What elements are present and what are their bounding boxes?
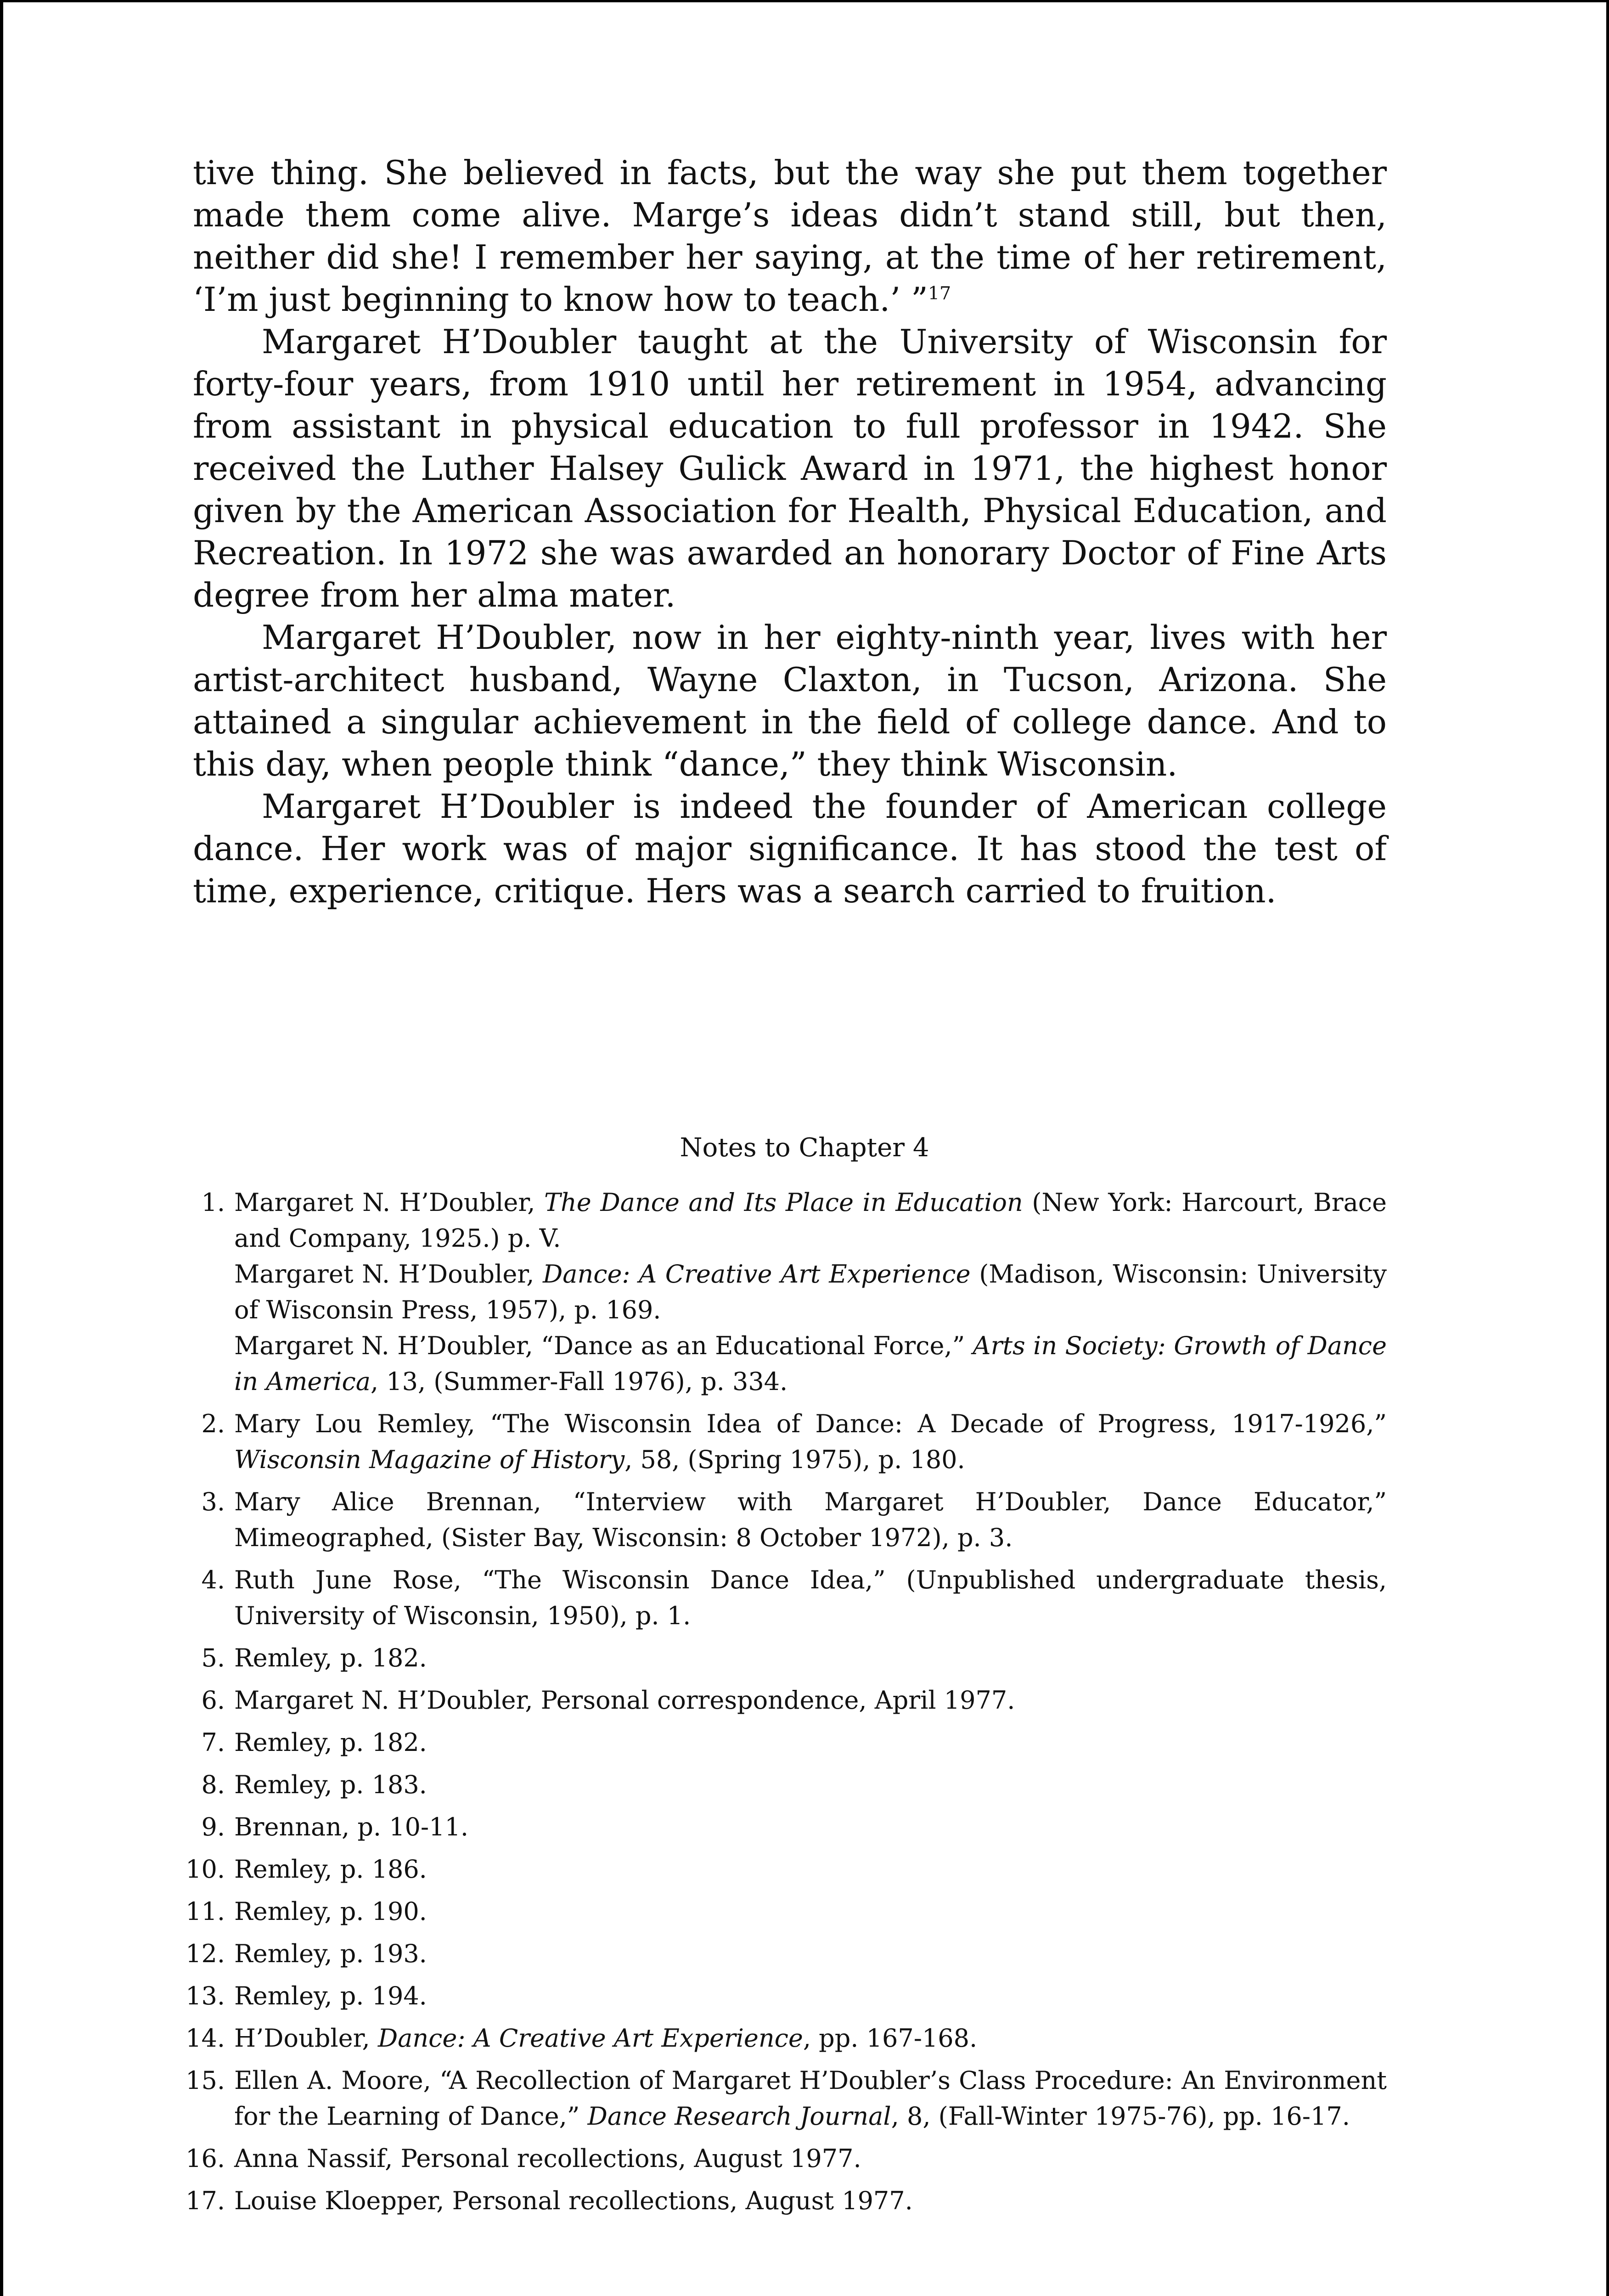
note-text: Anna Nassif, Personal recollections, August 1977.	[234, 2144, 861, 2173]
note-4	[179, 1562, 1387, 1634]
note-number: 15.	[186, 2066, 225, 2095]
paragraph-3: Margaret H’Doubler, now in her eighty-ninth year, lives with her artist-architect husband, Wayne Claxton, in Tucson, Arizona. She attained a singular achievement in the field of college dance. And to this day, when people think “dance,” they think Wisconsin.	[193, 618, 1387, 783]
footnote-ref-17: 17	[928, 283, 951, 304]
note-1-citation-b: Margaret N. H’Doubler, Dance: A Creative Art Experience (Madison, Wisconsin: University of Wisconsin Press, 1957), p. 169.	[234, 1260, 1387, 1324]
note-number: 6.	[201, 1686, 225, 1715]
note-2: 2. Mary Lou Remley, “The Wisconsin Idea of Dance: A Decade of Progress, 1917-1926,” Wisconsin Magazine of History, 58, (Spring 1975), p. 180.	[179, 1406, 1387, 1478]
scan-edge-top	[0, 0, 1609, 2]
note-5	[179, 1640, 1387, 1676]
note-text: Remley, p. 182.	[234, 1643, 427, 1672]
note-number: 10.	[186, 1855, 225, 1884]
note-1-citation-c: Margaret N. H’Doubler, “Dance as an Educational Force,” Arts in Society: Growth of Dance in America, 13, (Summer-Fall 1976), p. 334.	[234, 1331, 1387, 1396]
note-text: Remley, p. 182.	[234, 1728, 427, 1757]
note-number: 3.	[201, 1487, 225, 1516]
note-text: Ruth June Rose, “The Wisconsin Dance Idea,” (Unpublished undergraduate thesis, University of Wisconsin, 1950), p. 1.	[234, 1565, 1387, 1630]
note-number: 7.	[201, 1728, 225, 1757]
note-9	[179, 1809, 1387, 1845]
note-1	[179, 1185, 1387, 1400]
notes-heading: Notes to Chapter 4	[680, 1133, 929, 1163]
note-text: Margaret N. H’Doubler, Personal correspondence, April 1977.	[234, 1686, 1015, 1715]
note-text: Remley, p. 194.	[234, 1981, 427, 2010]
paragraph-1: tive thing. She believed in facts, but the way she put them together made them come alive. Marge’s ideas didn’t stand still, but then, neither did she! I remember her saying, at the time of her retirement, ‘I’m just beginning to know how to teach.’ ”$^{17}$	[193, 153, 1387, 319]
note-text: Remley, p. 193.	[234, 1939, 427, 1968]
note-number: 9.	[201, 1812, 225, 1841]
note-number: 12.	[186, 1939, 225, 1968]
note-number: 13.	[186, 1981, 225, 2010]
note-number: 8.	[201, 1770, 225, 1799]
note-number: 17.	[186, 2186, 225, 2215]
note-12	[179, 1936, 1387, 1972]
note-3	[179, 1484, 1387, 1556]
note-8	[179, 1767, 1387, 1803]
note-15: 15. Ellen A. Moore, “A Recollection of Margaret H’Doubler’s Class Procedure: An Environment for the Learning of Dance,” Dance Research Journal, 8, (Fall-Winter 1975-76), pp. 16-17.	[179, 2063, 1387, 2134]
note-16	[179, 2141, 1387, 2177]
notes-list	[179, 1185, 1387, 2225]
note-text: Mary Alice Brennan, “Interview with Margaret H’Doubler, Dance Educator,” Mimeographed, (Sister Bay, Wisconsin: 8 October 1972), p. 3.	[234, 1487, 1387, 1552]
note-7	[179, 1725, 1387, 1761]
note-11	[179, 1894, 1387, 1930]
note-number: 11.	[186, 1897, 225, 1926]
note-text: Remley, p. 183.	[234, 1770, 427, 1799]
note-text: Remley, p. 186.	[234, 1855, 427, 1884]
note-text: Brennan, p. 10-11.	[234, 1812, 469, 1841]
note-text: Louise Kloepper, Personal recollections, August 1977.	[234, 2186, 913, 2215]
note-text: Remley, p. 190.	[234, 1897, 427, 1926]
note-6	[179, 1683, 1387, 1718]
note-number: 1.	[201, 1188, 225, 1217]
note-1-citation-a: Margaret N. H’Doubler, The Dance and Its Place in Education (New York: Harcourt, Brace and Company, 1925.) p. V.	[234, 1188, 1387, 1253]
note-number: 5.	[201, 1643, 225, 1672]
note-17	[179, 2183, 1387, 2219]
paragraph-2: Margaret H’Doubler taught at the University of Wisconsin for forty-four years, from 1910 until her retirement in 1954, advancing from assistant in physical education to full professor in 1942. She received the Luther Halsey Gulick Award in 1971, the highest honor given by the American Association for Health, Physical Education, and Recreation. In 1972 she was awarded an honorary Doctor of Fine Arts degree from her alma mater.	[193, 322, 1387, 614]
paragraph-4: Margaret H’Doubler is indeed the founder of American college dance. Her work was of major significance. It has stood the test of time, experience, critique. Hers was a search carried to fruition.	[193, 787, 1387, 910]
note-number: 4.	[201, 1565, 225, 1594]
note-number: 14.	[186, 2024, 225, 2053]
note-number: 16.	[186, 2144, 225, 2173]
body-text	[193, 152, 1387, 912]
note-13	[179, 1978, 1387, 2014]
note-14: 14. H’Doubler, Dance: A Creative Art Experience, pp. 167-168.	[179, 2020, 1387, 2056]
note-10	[179, 1851, 1387, 1887]
note-number: 2.	[201, 1409, 225, 1438]
